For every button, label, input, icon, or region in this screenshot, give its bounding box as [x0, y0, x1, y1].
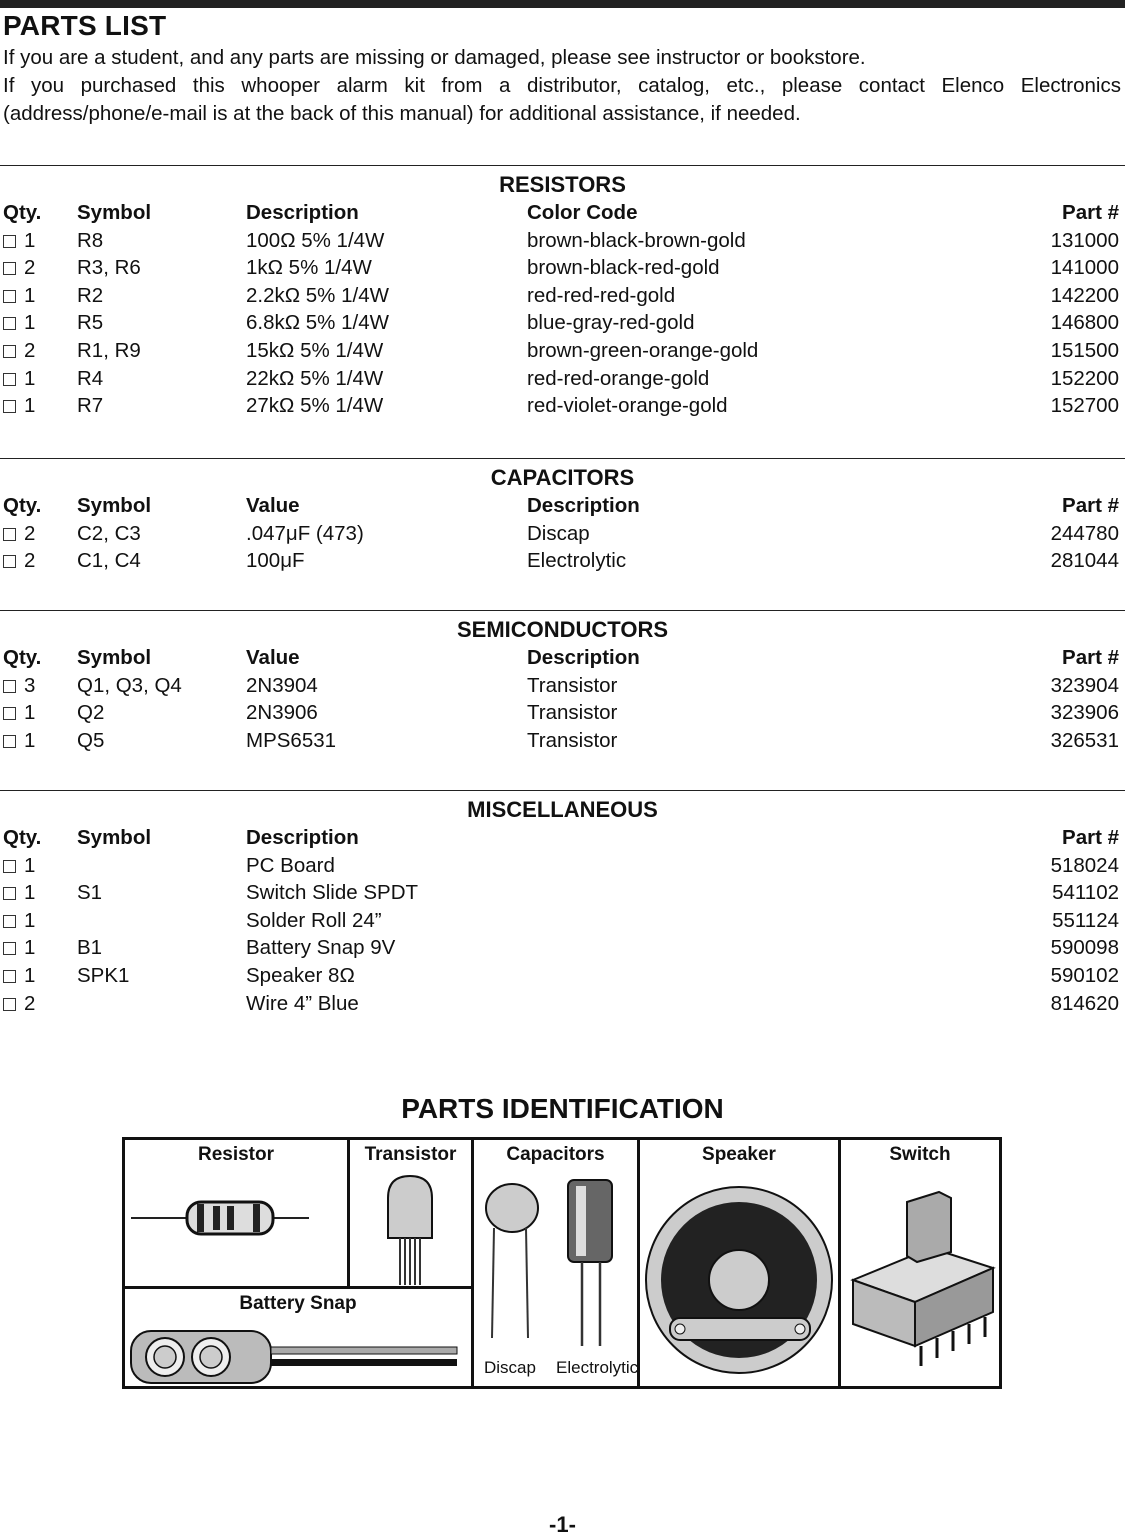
discap-icon: [474, 1178, 554, 1378]
table-cell: R4: [77, 366, 104, 390]
table-cell: 590102: [1050, 963, 1119, 987]
table-cell: 100μF: [246, 549, 305, 573]
parts-identification-grid: [122, 1137, 1002, 1389]
top-rule: [0, 0, 1125, 8]
table-row: [0, 547, 1125, 575]
table-cell: 1kΩ 5% 1/4W: [246, 256, 372, 280]
checkbox-icon: [3, 528, 16, 541]
table-cell: .047μF (473): [246, 521, 364, 545]
table-cell: PC Board: [246, 853, 335, 877]
electrolytic-icon: [554, 1178, 634, 1378]
table-cell: C1, C4: [77, 549, 141, 573]
table-row: [0, 907, 1125, 935]
resistor-cell: [125, 1140, 347, 1286]
table-cell: 281044: [1050, 549, 1119, 573]
table-row: [0, 520, 1125, 548]
qty-cell: 2: [3, 337, 35, 365]
checkbox-icon: [3, 915, 16, 928]
table-cell: Transistor: [527, 728, 618, 752]
speaker-icon: [640, 1140, 838, 1389]
table-cell: red-red-red-gold: [527, 283, 676, 307]
resistor-icon: [125, 1140, 347, 1286]
checkbox-icon: [3, 998, 16, 1011]
table-cell: brown-green-orange-gold: [527, 338, 759, 362]
table-header: Qty. Symbol Description Color Code Part #: [3, 201, 1119, 224]
battery-snap-cell: [125, 1289, 471, 1389]
table-cell: 814620: [1050, 991, 1119, 1015]
checkbox-icon: [3, 400, 16, 413]
semiconductors-section: [0, 610, 1125, 754]
qty-cell: 1: [3, 962, 35, 990]
table-cell: 2N3906: [246, 701, 318, 725]
table-cell: 146800: [1050, 311, 1119, 335]
checkbox-icon: [3, 887, 16, 900]
section-title: CAPACITORS: [490, 465, 635, 490]
capacitors-label: Capacitors: [506, 1144, 605, 1165]
table-cell: R7: [77, 394, 104, 418]
table-cell: Transistor: [527, 673, 618, 697]
checkbox-icon: [3, 707, 16, 720]
checkbox-icon: [3, 735, 16, 748]
table-row: [0, 254, 1125, 282]
table-cell: 2N3904: [246, 673, 318, 697]
table-cell: S1: [77, 881, 103, 905]
table-cell: Solder Roll 24”: [246, 908, 382, 932]
table-cell: blue-gray-red-gold: [527, 311, 695, 335]
table-row: [0, 727, 1125, 755]
qty-cell: 1: [3, 282, 35, 310]
checkbox-icon: [3, 317, 16, 330]
table-cell: 152700: [1050, 394, 1119, 418]
table-cell: R2: [77, 283, 104, 307]
table-row: [0, 879, 1125, 907]
table-cell: R5: [77, 311, 104, 335]
qty-cell: 3: [3, 672, 35, 700]
table-cell: 142200: [1050, 283, 1119, 307]
table-cell: 152200: [1050, 366, 1119, 390]
table-cell: red-red-orange-gold: [527, 366, 710, 390]
table-header: Qty. Symbol Value Description Part #: [3, 494, 1119, 517]
table-cell: C2, C3: [77, 521, 141, 545]
intro-text: [3, 44, 1121, 128]
checkbox-icon: [3, 555, 16, 568]
table-cell: R8: [77, 228, 104, 252]
checkbox-icon: [3, 235, 16, 248]
table-cell: 244780: [1050, 521, 1119, 545]
table-cell: brown-black-brown-gold: [527, 228, 746, 252]
intro-line-1: If you are a student, and any parts are missing or damaged, please see instructor or bookstore.: [3, 46, 866, 69]
qty-cell: 2: [3, 254, 35, 282]
speaker-label: Speaker: [702, 1144, 776, 1165]
switch-cell: [841, 1140, 999, 1389]
speaker-cell: [640, 1140, 838, 1389]
transistor-icon: [350, 1140, 471, 1286]
table-cell: 15kΩ 5% 1/4W: [246, 338, 384, 362]
table-cell: SPK1: [77, 963, 130, 987]
intro-line-2b: (address/phone/e-mail is at the back of this manual) for additional assistance, if needed.: [3, 102, 801, 125]
table-cell: Electrolytic: [527, 549, 627, 573]
table-row: [0, 852, 1125, 880]
capacitors-section: [0, 458, 1125, 575]
table-cell: Transistor: [527, 701, 618, 725]
qty-cell: 1: [3, 907, 35, 935]
electrolytic-label: Electrolytic: [556, 1358, 639, 1377]
qty-cell: 2: [3, 990, 35, 1018]
table-header: Qty. Symbol Description Part #: [3, 826, 1119, 849]
table-row: [0, 672, 1125, 700]
table-cell: 131000: [1050, 228, 1119, 252]
table-cell: 151500: [1050, 338, 1119, 362]
table-row: [0, 699, 1125, 727]
qty-cell: 2: [3, 547, 35, 575]
qty-cell: 1: [3, 727, 35, 755]
qty-cell: 1: [3, 699, 35, 727]
table-cell: Q1, Q3, Q4: [77, 673, 182, 697]
checkbox-icon: [3, 290, 16, 303]
qty-cell: 1: [3, 365, 35, 393]
checkbox-icon: [3, 262, 16, 275]
table-row: [0, 392, 1125, 420]
table-cell: R3, R6: [77, 256, 141, 280]
table-row: [0, 309, 1125, 337]
battery-snap-icon: [125, 1289, 471, 1389]
transistor-cell: [350, 1140, 471, 1286]
qty-cell: 1: [3, 934, 35, 962]
page-title: PARTS LIST: [3, 10, 167, 41]
table-cell: Switch Slide SPDT: [246, 881, 419, 905]
table-cell: 2.2kΩ 5% 1/4W: [246, 283, 389, 307]
misc-section: [0, 790, 1125, 1017]
table-cell: 100Ω 5% 1/4W: [246, 228, 385, 252]
table-row: [0, 934, 1125, 962]
switch-icon: [841, 1140, 999, 1389]
table-row: [0, 337, 1125, 365]
page-number: -1-: [549, 1512, 576, 1537]
checkbox-icon: [3, 345, 16, 358]
qty-cell: 1: [3, 852, 35, 880]
battery-snap-label: Battery Snap: [239, 1293, 357, 1314]
table-cell: 323906: [1050, 701, 1119, 725]
resistors-section: [0, 165, 1125, 420]
table-cell: 326531: [1050, 728, 1119, 752]
table-row: [0, 282, 1125, 310]
table-cell: Discap: [527, 521, 590, 545]
checkbox-icon: [3, 680, 16, 693]
table-cell: brown-black-red-gold: [527, 256, 720, 280]
qty-cell: 2: [3, 520, 35, 548]
table-cell: 323904: [1050, 673, 1119, 697]
table-cell: 6.8kΩ 5% 1/4W: [246, 311, 389, 335]
checkbox-icon: [3, 860, 16, 873]
section-title: RESISTORS: [499, 172, 626, 197]
table-cell: 22kΩ 5% 1/4W: [246, 366, 384, 390]
table-row: [0, 962, 1125, 990]
discap-label: Discap: [484, 1358, 536, 1377]
table-cell: 541102: [1052, 881, 1119, 905]
checkbox-icon: [3, 942, 16, 955]
section-title: MISCELLANEOUS: [467, 797, 658, 822]
table-cell: 141000: [1050, 256, 1119, 280]
table-cell: B1: [77, 936, 103, 960]
table-cell: Speaker 8Ω: [246, 963, 355, 987]
qty-cell: 1: [3, 309, 35, 337]
table-cell: 590098: [1050, 936, 1119, 960]
checkbox-icon: [3, 970, 16, 983]
table-cell: MPS6531: [246, 728, 337, 752]
table-cell: 27kΩ 5% 1/4W: [246, 394, 384, 418]
table-cell: Q2: [77, 701, 105, 725]
table-cell: Battery Snap 9V: [246, 936, 396, 960]
qty-cell: 1: [3, 879, 35, 907]
table-row: [0, 990, 1125, 1018]
intro-line-2a: If you purchased this whooper alarm kit from a distributor, catalog, etc., please contact Elenco Electronics: [3, 74, 1121, 97]
checkbox-icon: [3, 373, 16, 386]
table-cell: 551124: [1052, 908, 1119, 932]
switch-label: Switch: [889, 1144, 951, 1165]
table-header: Qty. Symbol Value Description Part #: [3, 646, 1119, 669]
table-cell: Q5: [77, 728, 105, 752]
table-row: [0, 365, 1125, 393]
transistor-label: Transistor: [364, 1144, 457, 1165]
table-cell: R1, R9: [77, 338, 141, 362]
table-cell: 518024: [1050, 853, 1119, 877]
table-row: [0, 227, 1125, 255]
capacitors-cell: [474, 1140, 637, 1389]
parts-identification-title: PARTS IDENTIFICATION: [401, 1093, 724, 1124]
section-title: SEMICONDUCTORS: [456, 617, 669, 642]
table-cell: red-violet-orange-gold: [527, 394, 728, 418]
qty-cell: 1: [3, 227, 35, 255]
resistor-label: Resistor: [197, 1144, 275, 1165]
qty-cell: 1: [3, 392, 35, 420]
table-cell: Wire 4” Blue: [246, 991, 359, 1015]
